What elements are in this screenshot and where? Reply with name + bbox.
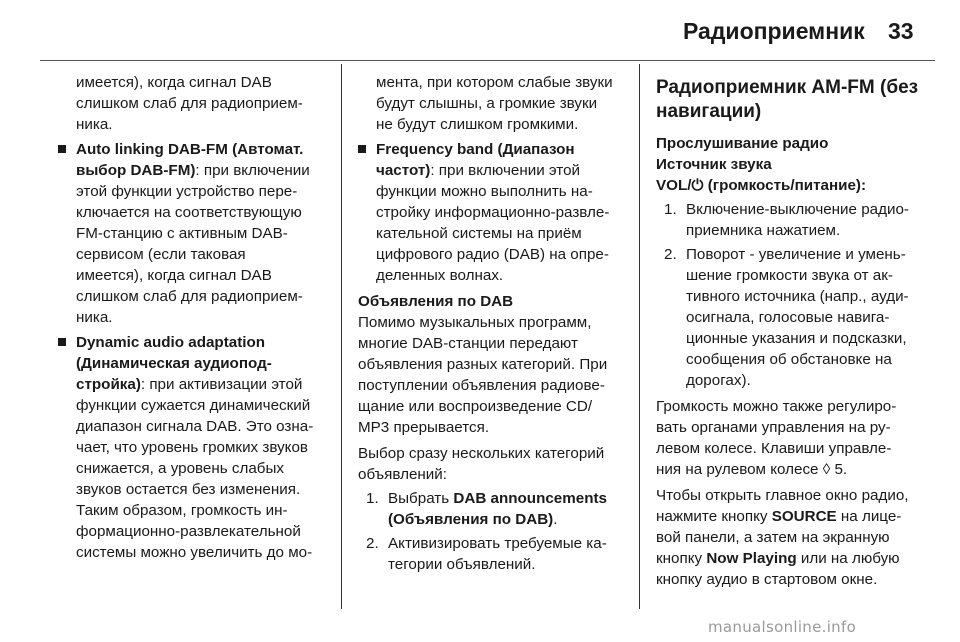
text-span: Выбрать (388, 490, 454, 507)
text-line: Громкость можно также регулиро- (656, 398, 897, 415)
text-line: функции можно выполнить на- (376, 183, 593, 200)
bold-term: частот) (376, 162, 431, 179)
page-reference-icon: ◊ (822, 461, 831, 478)
source-button-label: SOURCE (771, 508, 837, 525)
text-line: будут слышны, а громкие звуки (376, 95, 598, 112)
page-number: 33 (888, 18, 914, 44)
text-span: VOL/ (656, 177, 692, 194)
text-line: функции сужается динамический (76, 397, 311, 414)
text-line: Чтобы открыть главное окно радио, (656, 487, 909, 504)
text-line: кательной системы на приём (376, 225, 582, 242)
text-line: снижается, а уровень слабых (76, 460, 285, 477)
page-header-title: Радиоприемник (683, 18, 865, 44)
step-number: 2. (366, 535, 379, 552)
continuation-text (58, 72, 333, 135)
numbered-step (656, 199, 941, 241)
bullet-square-icon (358, 145, 366, 153)
column-divider-2 (639, 64, 640, 609)
text-line: Таким образом, громкость ин- (76, 502, 288, 519)
text-line: не будут слишком громкими. (376, 116, 579, 133)
text-line: ника. (76, 309, 113, 326)
bold-term: Auto linking DAB-FM (Автомат. (76, 141, 304, 158)
watermark: manualsonline.info (708, 618, 857, 636)
text-span: ния на рулевом колесе (656, 461, 823, 478)
numbered-step (358, 533, 633, 575)
bold-term: DAB announcements (453, 490, 607, 507)
text-line: Активизировать требуемые ка- (388, 535, 607, 552)
text-line: сервисом (если таковая (76, 246, 246, 263)
step-number: 1. (366, 490, 379, 507)
text-line: цифрового радио (DAB) на опре- (376, 246, 609, 263)
text-line: поступлении объявления радиове- (358, 377, 605, 394)
text-line: ключается на соответствующую (76, 204, 302, 221)
text-line: тивного источника (напр., ауди- (686, 288, 909, 305)
paragraph (656, 485, 941, 590)
text-line: объявления разных категорий. При (358, 356, 608, 373)
text-line: слишком слаб для радиоприем- (76, 288, 303, 305)
text-line: вать органами управления на ру- (656, 419, 891, 436)
now-playing-label: Now Playing (706, 550, 797, 567)
bullet-auto-linking (58, 139, 333, 328)
text-line: мента, при котором слабые звуки (376, 74, 613, 91)
text-span: : при включении (195, 162, 310, 179)
header-divider (40, 60, 935, 61)
text-line: этой функции устройство пере- (76, 183, 298, 200)
paragraph (358, 312, 633, 438)
text-line: звуков остается без изменения. (76, 481, 301, 498)
title-line: навигации) (656, 101, 762, 122)
power-icon: ⏻ (691, 177, 704, 194)
subheading-listening: Прослушивание радио (656, 135, 829, 152)
text-line: формационно-развлекательной (76, 523, 301, 540)
text-span: на лице- (836, 508, 902, 525)
text-line: ника. (76, 116, 113, 133)
text-line: чает, что уровень громких звуков (76, 439, 308, 456)
bullet-frequency-band (358, 139, 633, 286)
text-line: слишком слаб для радиоприем- (76, 95, 303, 112)
step-number: 2. (664, 246, 677, 263)
text-line: дорогах). (686, 372, 751, 389)
text-line: Выбор сразу нескольких категорий (358, 445, 605, 462)
text-line (656, 548, 941, 569)
text-line: системы можно увеличить до мо- (76, 544, 313, 561)
text-line: имеется), когда сигнал DAB (76, 267, 272, 284)
bold-term: (Объявления по DAB) (388, 511, 554, 528)
text-span: : при включении этой (430, 162, 581, 179)
text-line: объявлений: (358, 466, 447, 483)
bold-term: Dynamic audio adaptation (76, 334, 266, 351)
column-1 (58, 72, 333, 563)
bold-term: Frequency band (Диапазон (376, 141, 575, 158)
text-line: сообщения об обстановке на (686, 351, 892, 368)
column-divider-1 (341, 64, 342, 609)
bold-term: выбор DAB-FM) (76, 162, 196, 179)
section-heading-dab-announcements: Объявления по DAB (358, 293, 514, 310)
paragraph (358, 443, 633, 485)
text-line (656, 459, 941, 480)
subheading-sound-source: Источник звука (656, 156, 772, 173)
text-line: имеется), когда сигнал DAB (76, 74, 272, 91)
text-line: MP3 прерывается. (358, 419, 490, 436)
numbered-step (656, 244, 941, 391)
bullet-square-icon (58, 145, 66, 153)
text-span: нажмите кнопку (656, 508, 772, 525)
text-line: многие DAB-станции передают (358, 335, 578, 352)
column-3 (656, 76, 941, 590)
bold-term: стройка) (76, 376, 141, 393)
column-2 (358, 72, 633, 575)
text-line: левом колесе. Клавиши управле- (656, 440, 892, 457)
text-line: деленных волнах. (376, 267, 504, 284)
text-line: кнопку аудио в стартовом окне. (656, 571, 878, 588)
text-line: вой панели, а затем на экранную (656, 529, 890, 546)
text-line: диапазон сигнала DAB. Это озна- (76, 418, 314, 435)
text-span: или на любую (796, 550, 900, 567)
bold-term: (Динамическая аудиопод- (76, 355, 272, 372)
section-title-am-fm (656, 76, 941, 124)
text-span: (громкость/питание): (703, 177, 867, 194)
bullet-dynamic-audio (58, 332, 333, 563)
text-line: ционные указания и подсказки, (686, 330, 907, 347)
text-span: : при активизации этой (140, 376, 303, 393)
text-line: Помимо музыкальных программ, (358, 314, 592, 331)
text-line: шение громкости звука от ак- (686, 267, 893, 284)
text-line: Включение-выключение радио- (686, 201, 909, 218)
text-span: 5. (830, 461, 848, 478)
text-line: FM-станцию с активным DAB- (76, 225, 288, 242)
text-line: приемника нажатием. (686, 222, 841, 239)
paragraph (656, 396, 941, 480)
step-number: 1. (664, 201, 677, 218)
text-line: осигнала, голосовые навига- (686, 309, 890, 326)
text-line: стройку информационно-развле- (376, 204, 610, 221)
text-span: . (553, 511, 558, 528)
title-line: Радиоприемник AM-FM (без (656, 77, 919, 98)
text-span: кнопку (656, 550, 707, 567)
subheading-volume-power (656, 175, 941, 196)
text-line: тегории объявлений. (388, 556, 536, 573)
continuation-text (358, 72, 633, 135)
bullet-square-icon (58, 338, 66, 346)
text-line: Поворот - увеличение и умень- (686, 246, 906, 263)
text-line: щание или воспроизведение CD/ (358, 398, 593, 415)
numbered-step (358, 488, 633, 530)
text-line (656, 506, 941, 527)
